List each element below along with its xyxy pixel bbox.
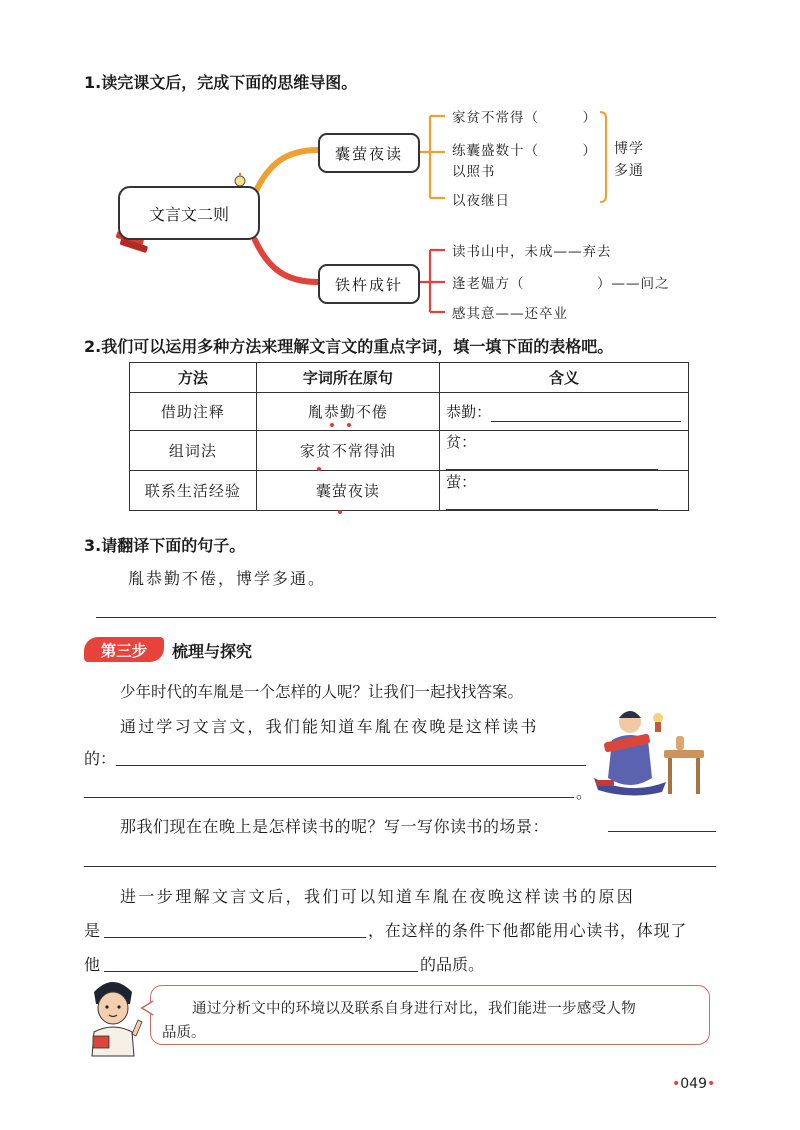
boy-reading-illustration: [590, 700, 720, 800]
q2-title: 2.我们可以运用多种方法来理解文言文的重点字词，填一填下面的表格吧。: [84, 337, 614, 356]
p1-end: 。: [576, 783, 593, 802]
table-header: 方法: [130, 363, 257, 393]
bottom-fork: [420, 250, 445, 312]
sentence-cell: [256, 431, 439, 471]
p2-answer-line-2[interactable]: [84, 866, 716, 867]
summary-line-2: 多通: [614, 163, 644, 179]
p1-answer-line-2[interactable]: [84, 797, 574, 798]
emphasis-dot: [330, 423, 334, 427]
meaning-cell: [440, 471, 689, 511]
table-header: 含义: [440, 363, 689, 393]
page-number: •049•: [672, 1076, 716, 1092]
meaning-cell: [440, 431, 689, 471]
answer-blank[interactable]: [446, 492, 658, 510]
meaning-label: 贫：: [446, 433, 477, 451]
q1-title: 1.读完课文后，完成下面的思维导图。: [84, 73, 358, 92]
leaf-top-1: 家贫不常得（ ）: [452, 110, 597, 126]
answer-blank[interactable]: [491, 404, 681, 422]
table-header-row: [130, 363, 689, 393]
p3-answer-line-2[interactable]: [104, 971, 418, 972]
node-label: 铁杵成针: [334, 275, 403, 294]
branch-line-top: [255, 150, 318, 193]
leaf-bottom-1: 读书山中，未成——弃去: [452, 244, 612, 260]
leaf-bottom-2: 逢老媪方（ ）——问之: [452, 276, 670, 292]
top-fork: [420, 116, 445, 198]
table-row: [130, 471, 689, 511]
mindmap-node-nangying: [318, 133, 420, 173]
tip-line-2: 品质。: [162, 1025, 206, 1041]
method-cell: 联系生活经验: [130, 471, 257, 511]
meaning-label: 萤：: [446, 473, 477, 491]
p3-line2-post: ，在这样的条件下他都能用心读书，体现了: [368, 921, 688, 940]
center-label: 文言文二则: [148, 204, 229, 224]
p3-answer-line-1[interactable]: [104, 937, 366, 938]
step-title: 梳理与探究: [172, 642, 253, 661]
leaf-top-2: 练囊盛数十（ ）: [452, 143, 597, 159]
emphasis-dot: [338, 510, 342, 514]
table-row: [130, 393, 689, 431]
p1-line1: 通过学习文言文，我们能知道车胤在夜晚是这样读书: [120, 717, 539, 736]
leaf-top-3: 以夜继日: [452, 193, 510, 209]
method-cell: 组词法: [130, 431, 257, 471]
step-intro: 少年时代的车胤是一个怎样的人呢？让我们一起找找答案。: [120, 683, 524, 701]
q3-answer-line[interactable]: [96, 617, 716, 618]
mindmap-center-node: [118, 186, 260, 240]
q3-title: 3.请翻译下面的句子。: [84, 536, 246, 555]
sentence-text: 囊萤夜读: [315, 482, 380, 500]
meaning-label: 恭勤：: [446, 403, 492, 421]
p2-line: 那我们现在在晚上是怎样读书的呢？写一写你读书的场景：: [120, 817, 550, 836]
badge-label: 第三步: [100, 641, 148, 660]
method-table: [129, 362, 689, 511]
method-cell: 借助注释: [130, 393, 257, 431]
p2-answer-line-1[interactable]: [608, 831, 716, 832]
leaf-bottom-3: 感其意——还卒业: [452, 306, 568, 322]
summary-line-1: 博学: [614, 141, 644, 157]
leaf-top-2b: 以照书: [452, 164, 496, 180]
tip-line-1: 通过分析文中的环境以及联系自身进行对比，我们能进一步感受人物: [192, 1001, 636, 1017]
answer-blank[interactable]: [446, 452, 658, 470]
p3-line2-pre: 是: [84, 921, 101, 940]
emphasis-dot: [347, 423, 351, 427]
step-badge: [84, 637, 164, 662]
page-number-text: 049: [680, 1076, 707, 1092]
sentence-text: 胤恭勤不倦: [307, 403, 388, 421]
emphasis-dot: [317, 467, 321, 471]
q3-sentence: 胤恭勤不倦，博学多通。: [128, 569, 327, 588]
p1-line2-pre: 的：: [84, 749, 117, 768]
p3-line3-post: 的品质。: [420, 955, 485, 974]
table-header: 字词所在原句: [256, 363, 439, 393]
sentence-cell: [256, 471, 439, 511]
summary-brace: [600, 112, 606, 202]
student-avatar: [80, 976, 146, 1058]
candle-icon: [235, 176, 245, 186]
p3-line3-pre: 他: [84, 955, 101, 974]
p3-line1: 进一步理解文言文后，我们可以知道车胤在夜晚这样读书的原因: [120, 887, 636, 906]
tip-pointer: [140, 1000, 154, 1016]
p1-answer-line-1[interactable]: [116, 765, 586, 766]
meaning-cell: [440, 393, 689, 431]
mindmap-node-tiechu: [318, 264, 420, 304]
branch-line-bottom: [255, 240, 318, 282]
sentence-text: 家贫不常得油: [299, 442, 396, 460]
table-row: [130, 431, 689, 471]
node-label: 囊萤夜读: [334, 144, 403, 163]
